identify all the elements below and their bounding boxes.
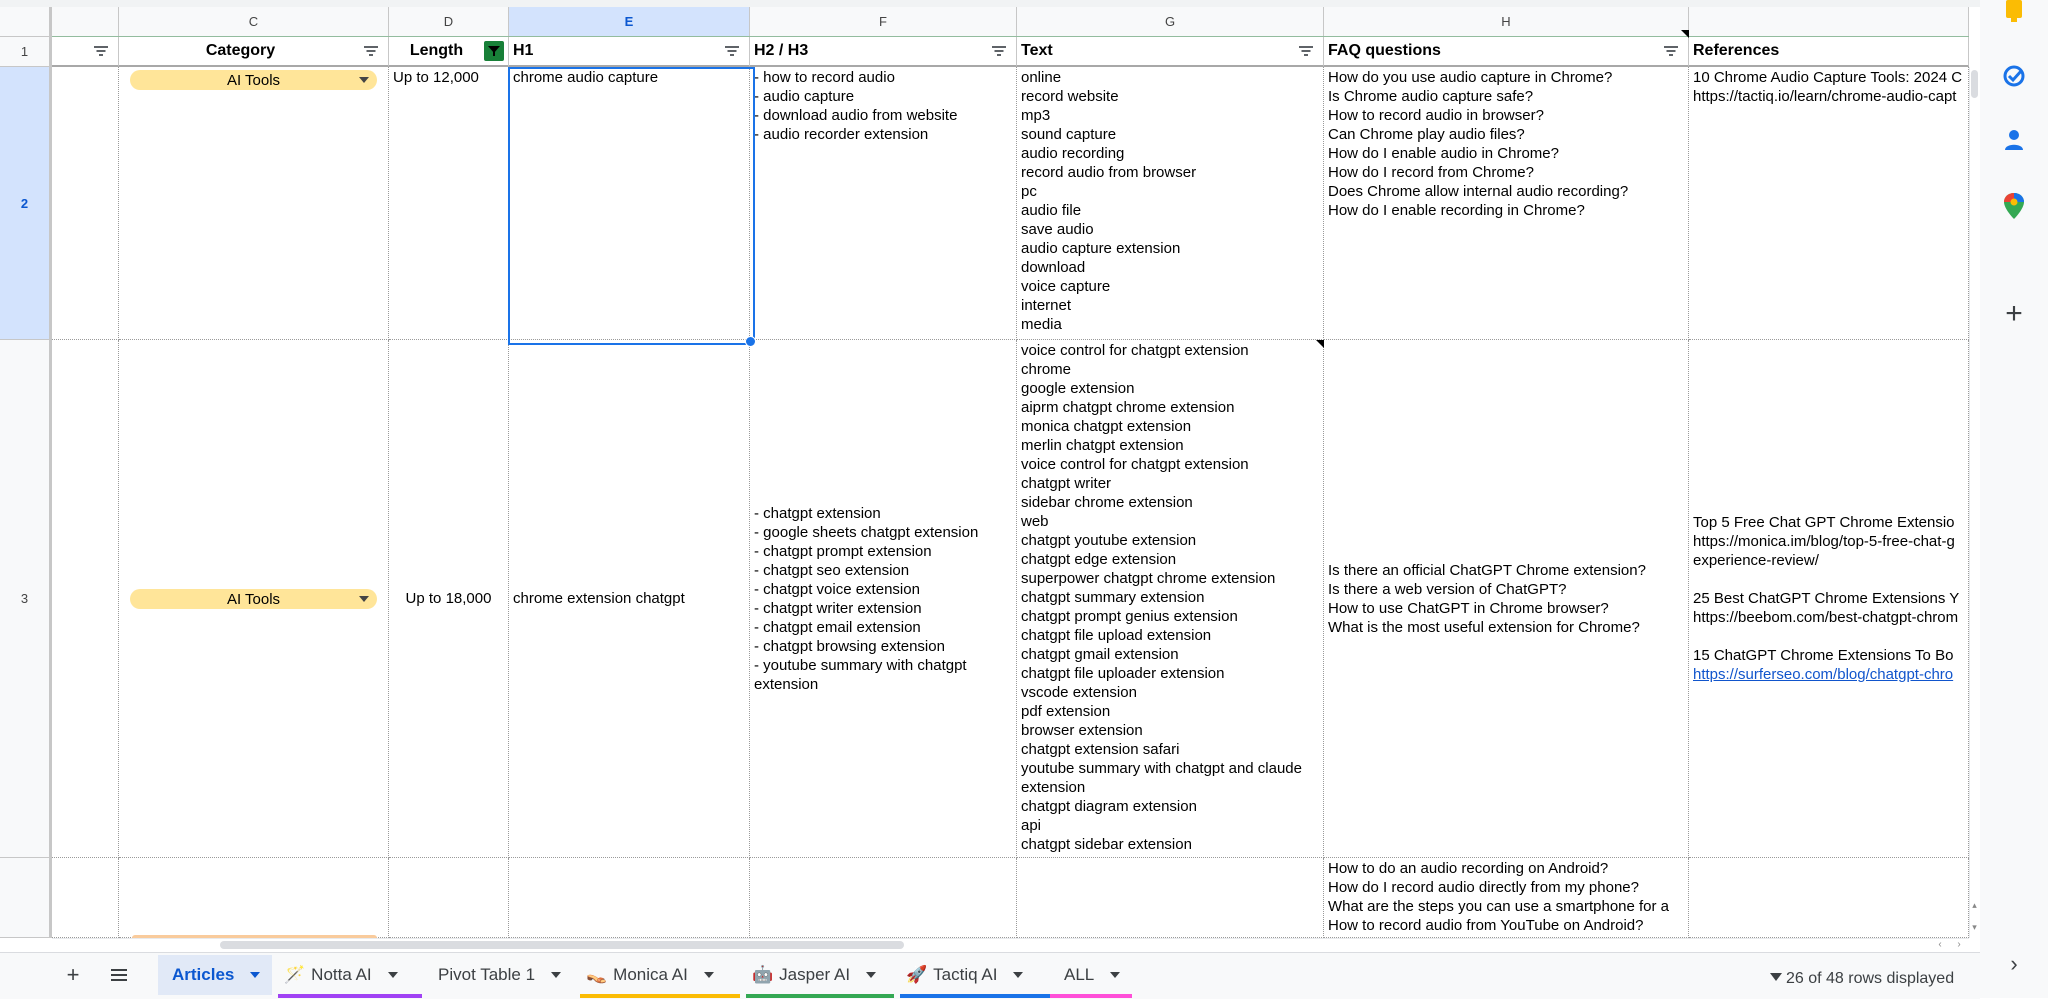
header-cell-length[interactable]: Length bbox=[389, 37, 509, 67]
tab-color-all bbox=[1050, 994, 1132, 998]
toolbar-edge bbox=[0, 0, 1980, 7]
select-all-corner[interactable] bbox=[0, 7, 52, 37]
cell-i3[interactable]: Top 5 Free Chat GPT Chrome Extensio https://monica.im/blog/top-5-free-chat-g experience-review/ 25 Best ChatGPT Chrome Extensions Y https://beebom.com/best-chatgpt-chrom 15 ChatGPT Chrome Extensions To Bo https://surferseo.com/blog/chatgpt-chro bbox=[1689, 340, 1969, 858]
cell-d3[interactable]: Up to 18,000 bbox=[389, 340, 509, 858]
column-header-f[interactable]: F bbox=[750, 7, 1017, 37]
header-cell-b[interactable] bbox=[52, 37, 119, 67]
active-filter-icon[interactable] bbox=[484, 41, 504, 61]
cell-f3[interactable]: - chatgpt extension - google sheets chatgpt extension - chatgpt prompt extension - chatgpt seo extension - chatgpt voice extension - chatgpt writer extension - chatgpt email extension - chatgpt browsing extension - youtube summary with chatgpt extension bbox=[750, 340, 1017, 858]
cell-b3[interactable] bbox=[52, 340, 119, 858]
cell-e2[interactable]: chrome audio capture bbox=[509, 67, 750, 340]
column-header-b[interactable] bbox=[52, 7, 119, 37]
row-header-3[interactable]: 3 bbox=[0, 340, 52, 858]
side-panel bbox=[1980, 0, 2048, 998]
sheet-tab-monica-ai[interactable]: 👡 Monica AI bbox=[580, 955, 740, 995]
cell-g3[interactable]: voice control for chatgpt extension chrome google extension aiprm chatgpt chrome extension monica chatgpt extension merlin chatgpt extension voice control for chatgpt extension chatgpt writer sidebar chrome extension web chatgpt youtube extension chatgpt edge extension superpower chatgpt chrome extension chatgpt summary extension chatgpt prompt genius extension chatgpt file upload extension chatgpt gmail extension chatgpt file uploader extension vscode extension pdf extension browser extension chatgpt extension safari youtube summary with chatgpt and claude extension chatgpt diagram extension api chatgpt sidebar extension bbox=[1017, 340, 1324, 858]
all-sheets-menu-icon[interactable] bbox=[108, 965, 130, 985]
header-cell-h2h3[interactable]: H2 / H3 bbox=[750, 37, 1017, 67]
filter-icon[interactable] bbox=[1662, 45, 1680, 57]
sheet-tab-all[interactable]: ALL bbox=[1056, 955, 1132, 995]
chip-dropdown-icon[interactable] bbox=[359, 596, 369, 602]
fill-handle[interactable] bbox=[745, 336, 756, 347]
magic-wand-icon: 🪄 bbox=[284, 965, 306, 984]
cell-d4[interactable] bbox=[389, 858, 509, 938]
tab-menu-icon[interactable] bbox=[250, 972, 260, 978]
cell-f2[interactable]: - how to record audio - audio capture - download audio from website - audio recorder extension bbox=[750, 67, 1017, 340]
tab-color-jasper bbox=[746, 994, 894, 998]
column-header-g[interactable]: G bbox=[1017, 7, 1324, 37]
row-header-4[interactable] bbox=[0, 858, 52, 938]
tab-menu-icon[interactable] bbox=[388, 972, 398, 978]
tab-color-tactiq bbox=[900, 994, 1050, 998]
collapse-panel-icon[interactable]: › bbox=[2010, 951, 2018, 976]
column-header-d[interactable]: D bbox=[389, 7, 509, 37]
filter-icon[interactable] bbox=[723, 45, 741, 57]
scroll-left-icon[interactable]: ‹ bbox=[1938, 939, 1942, 950]
cell-g2[interactable]: online record website mp3 sound capture audio recording record audio from browser pc audio file save audio audio capture extension download voice capture internet media bbox=[1017, 67, 1324, 340]
header-cell-text[interactable]: Text bbox=[1017, 37, 1324, 67]
note-indicator[interactable] bbox=[1316, 340, 1324, 348]
rocket-icon: 🚀 bbox=[906, 965, 928, 984]
sandal-icon: 👡 bbox=[586, 965, 608, 984]
filter-icon[interactable] bbox=[990, 45, 1008, 57]
reference-link[interactable]: https://surferseo.com/blog/chatgpt-chro bbox=[1693, 666, 1954, 683]
filter-icon[interactable] bbox=[92, 45, 110, 57]
tab-menu-icon[interactable] bbox=[704, 972, 714, 978]
add-addon-icon[interactable]: + bbox=[2005, 297, 2023, 330]
vertical-scrollbar[interactable] bbox=[1969, 67, 1980, 938]
column-header-e[interactable]: E bbox=[509, 7, 750, 37]
category-chip[interactable]: AI Tools bbox=[130, 589, 377, 609]
cell-i4[interactable] bbox=[1689, 858, 1969, 938]
note-indicator[interactable] bbox=[1681, 30, 1689, 38]
sheet-tab-articles[interactable]: Articles bbox=[158, 955, 272, 995]
header-cell-faq[interactable]: FAQ questions bbox=[1324, 37, 1689, 67]
filter-icon[interactable] bbox=[1297, 45, 1315, 57]
vertical-scroll-thumb[interactable] bbox=[1971, 70, 1978, 98]
horizontal-scroll-thumb[interactable] bbox=[220, 941, 904, 949]
cell-c2[interactable] bbox=[119, 67, 389, 340]
cell-h2[interactable]: How do you use audio capture in Chrome? Is Chrome audio capture safe? How to record audio in browser? Can Chrome play audio files? How do I enable audio in Chrome? How do I record from Chrome? Does Chrome allow internal audio recording? How do I enable recording in Chrome? bbox=[1324, 67, 1689, 340]
contacts-icon[interactable] bbox=[2002, 128, 2026, 152]
column-header-h[interactable]: H bbox=[1324, 7, 1689, 37]
tab-menu-icon[interactable] bbox=[1013, 972, 1023, 978]
tab-color-notta bbox=[278, 994, 422, 998]
header-cell-references[interactable]: References bbox=[1689, 37, 1969, 67]
filter-funnel-icon bbox=[1770, 973, 1782, 981]
cell-h3[interactable]: Is there an official ChatGPT Chrome extension? Is there a web version of ChatGPT? How to use ChatGPT in Chrome browser? What is the most useful extension for Chrome? bbox=[1324, 340, 1689, 858]
cell-e3[interactable]: chrome extension chatgpt bbox=[509, 340, 750, 858]
scroll-up-icon[interactable]: ▴ bbox=[1972, 900, 1977, 910]
maps-icon[interactable] bbox=[2002, 194, 2026, 218]
sheet-tab-pivot-table-1[interactable]: Pivot Table 1 bbox=[428, 955, 574, 995]
column-header-i[interactable] bbox=[1689, 7, 1969, 37]
cell-g4[interactable] bbox=[1017, 858, 1324, 938]
category-chip[interactable]: AI Tools bbox=[130, 70, 377, 90]
row-header-2[interactable]: 2 bbox=[0, 67, 52, 340]
tasks-icon[interactable] bbox=[2002, 64, 2026, 88]
add-sheet-button[interactable]: + bbox=[66, 962, 80, 987]
column-header-c[interactable]: C bbox=[119, 7, 389, 37]
header-cell-category[interactable]: Category bbox=[119, 37, 389, 67]
cell-b4[interactable] bbox=[52, 858, 119, 938]
cell-e4[interactable] bbox=[509, 858, 750, 938]
scroll-right-icon[interactable]: › bbox=[1957, 939, 1961, 950]
filter-status: 26 of 48 rows displayed bbox=[1770, 968, 1976, 990]
tab-menu-icon[interactable] bbox=[866, 972, 876, 978]
scroll-down-icon[interactable]: ▾ bbox=[1972, 922, 1977, 932]
chip-dropdown-icon[interactable] bbox=[359, 77, 369, 83]
cell-i2[interactable]: 10 Chrome Audio Capture Tools: 2024 C https://tactiq.io/learn/chrome-audio-capt bbox=[1689, 67, 1969, 340]
cell-c4[interactable] bbox=[119, 858, 389, 938]
robot-icon: 🤖 bbox=[752, 965, 774, 984]
tab-color-monica bbox=[580, 994, 740, 998]
filter-icon[interactable] bbox=[362, 45, 380, 57]
tab-menu-icon[interactable] bbox=[1110, 972, 1120, 978]
sheet-tab-notta-ai[interactable]: 🪄 Notta AI bbox=[278, 955, 422, 995]
sheet-tab-tactiq-ai[interactable]: 🚀 Tactiq AI bbox=[900, 955, 1050, 995]
tab-menu-icon[interactable] bbox=[551, 972, 561, 978]
cell-d2[interactable]: Up to 12,000 bbox=[389, 67, 509, 340]
cell-b2[interactable] bbox=[52, 67, 119, 340]
header-cell-h1[interactable]: H1 bbox=[509, 37, 750, 67]
row-header-1[interactable]: 1 bbox=[0, 37, 52, 67]
sheet-tab-jasper-ai[interactable]: 🤖 Jasper AI bbox=[746, 955, 894, 995]
keep-icon[interactable] bbox=[2002, 0, 2026, 24]
cell-f4[interactable] bbox=[750, 858, 1017, 938]
cell-h4[interactable]: How to do an audio recording on Android? How do I record audio directly from my phone? What are the steps you can use a smartphone for a How to record audio from YouTube on Android? bbox=[1324, 858, 1689, 938]
